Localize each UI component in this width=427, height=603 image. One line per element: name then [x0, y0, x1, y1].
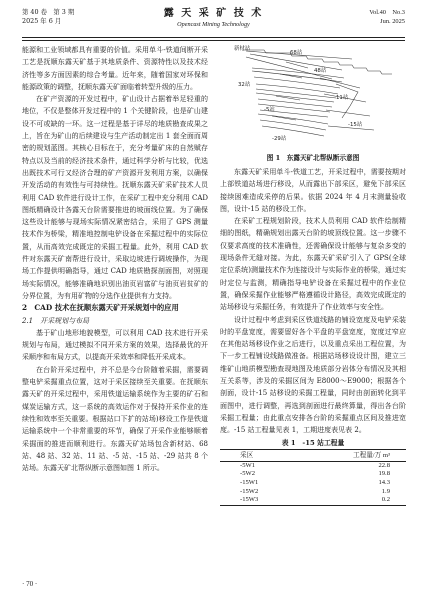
table-row — [220, 488, 406, 497]
table-row — [220, 461, 406, 470]
table-cell: -15W3 — [220, 496, 299, 505]
page-number: · 70 · — [22, 580, 38, 588]
table-cell: -15W1 — [240, 479, 259, 487]
volume-issue-cn: 第 40 卷 第 3 期 — [22, 8, 75, 16]
date-en: Jun. 2025 — [380, 18, 405, 25]
page-header — [22, 8, 405, 38]
journal-title-cn: 露 天 采 矿 技 术 — [163, 8, 264, 19]
table-cell: -15W2 — [240, 487, 259, 495]
table-row — [220, 496, 406, 505]
table-header-cell: 采区 — [220, 449, 299, 461]
quantity-table — [220, 449, 406, 506]
table-cell: -5W1 — [240, 461, 256, 469]
figure-1 — [232, 44, 398, 148]
table-row — [220, 479, 406, 488]
station-label: 48站 — [314, 68, 327, 74]
paragraph: 基于矿山地形地貌模型，可以利用 CAD 技术进行开采规划与布局，通过模拟不同开采方案的效果，选择最优的开采顺序和布局方式，以提高开采效率和降低开采成本。 — [22, 328, 208, 362]
north-wall-section-diagram — [232, 44, 398, 148]
volume-issue-en: Vol.40 No.3 — [369, 9, 405, 16]
paragraph: 设计过程中考虑到采区铁道线路的铺设宽度及电铲采装时的平盘宽度，需要留好各个平盘的平盘宽度，宽度过窄应在其他站场移设作业之后进行，以及重点采出工程位置，为下一步工程铺设线路做准备。根据站场移设设计图，建立三维矿山地质模型勘查现地图及地质部分岩体分布情况及其相互关系等，涉及的采掘区间为 E8000～E9000；根据各个剖面，设计-15 站移设的采掘工程量，同时由剖面转化到平面图中，进行调整，再选到剖面进行最终算量，得出各台阶采掘工程量；由此重点安排各台阶的采掘重点区间及推进宽度。-15 站工程量见表 1，工期进度表见表 2。 — [220, 315, 406, 435]
paragraph: 在台阶开采过程中，并不总是今台阶随着采掘，需要调整电铲采掘重点位置，这对于采区接续至关重要。在抚顺东露天矿的开采过程中，采用铁道运输系统作为主要的矿石和煤炭运输方式，这一系统的高效运作对于保持开采作业的连续性和效率至关重要。根据站口下扩的站场)移设工作是铁道运输系统中一个非常重要的环节，确保了开采作业能够顺着采掘面的推进而顺利进行。东露天矿站场包含新材站、68 站、48 站、32 站、11 站、-5 站、-15 站、-29 站共 8 个站场。东露天矿北帮纵断示意图如图 1 所示。 — [22, 365, 208, 473]
paragraph: 在采矿工程规划阶段，技术人员利用 CAD 软件绘制精细的图纸，精确规划出露天台阶的坡顶线位置。这一步骤不仅要求高度的技术准确性，还需确保设计能够与复杂多变的现场条件无缝对接。为此，东露天矿采矿引入了 GPS(全球定位系统)测量技术作为连接设计与实际作业的桥梁，通过实时定位与监测，精确指导电铲设备在采掘过程中的作业位置，确保采掘作业能够严格遵循设计路径，高效完成既定的站场移设与采掘任务，有效提升了作业效率与安全性。 — [220, 217, 406, 312]
table-cell: 0.2 — [299, 496, 406, 505]
station-label: -15站 — [348, 122, 363, 128]
station-label: -5站 — [264, 107, 275, 113]
station-label: 68站 — [290, 50, 303, 56]
paragraph: 能源和工业领域都具有重要的价值。采用单斗-铁道间断开采工艺是抚顺东露天矿基于其地质条件、资源特性以及技术经济性等多方面因素的综合考量。近年来，随着国家对环保和能源政策的调整，抚顺东露天矿面临着转型升级的压力。 — [22, 46, 208, 91]
table-cell: 14.3 — [378, 479, 390, 487]
figure-caption: 图 1 东露天矿北帮纵断示意图 — [266, 154, 360, 162]
station-label: 新材站 — [234, 46, 251, 52]
header-rule-thin — [22, 40, 405, 41]
paragraph: 东露天矿采用单斗-铁道工艺，开采过程中，需要按期对上部铁道站场进行移设，从而露出下部采区，避免下部采区接续困难造成采停的后果。依据 2024 年 4 月末测量验收图，设计-15 站的移设工作。 — [220, 168, 406, 213]
paragraph: 在矿产资源的开发过程中，矿山设计占据着举足轻重的地位，不仅是整体开发过程中的 1 个关键阶段，也是矿山建设不可或缺的一环。这一过程是基于详尽的地质勘查成果之上，旨在为矿山的后续建设与生产活动制定出 1 套全面而周密的规划蓝图。其核心目标在于，充分考量矿床的自然赋存特点以及当前的经济技术条件，通过科学分析与比较，优选出既技术可行又经济合理的矿产资源开发利用方案，以确保开发活动的有效性与可持续性。抚顺东露天矿采矿技术人员利用 CAD 软件进行设计工作，在采矿工程中充分利用 CAD 图纸精确设计各露天台阶需要推进的坡面线位置。为了确保这些设计能够与现场实际情况紧密结合，采用了 GPS 测量技术作为桥梁，精准地控制电铲设备在采掘过程中的实际位置，从而高效完成既定的采掘工程量。此外，利用 CAD 软件对东露天矿南帮进行设计，采取边坡进行调坡操作，为现场工作提供明确指导，通过 CAD 地质勘探剖面图，对照现场实际情况，能够准确地识别出油页岩富矿与油页岩贫矿的分界位置，为有用矿物的分选作业提供有力支持。 — [22, 95, 208, 300]
station-label: 11站 — [336, 95, 349, 101]
station-label: -29站 — [272, 136, 287, 142]
journal-title-en: Opencast Mining Technology — [177, 21, 250, 28]
header-center — [22, 8, 405, 29]
table-cell: 1.9 — [381, 487, 390, 495]
table-header-row — [220, 449, 406, 461]
table-cell: 22.8 — [378, 461, 390, 469]
table-cell: 19.8 — [378, 470, 390, 478]
station-label: 32站 — [238, 82, 251, 88]
table-header-cell: 工程量/万 m³ — [299, 449, 406, 461]
left-column — [22, 44, 208, 474]
section-heading: 2 CAD 技术在抚顺东露天矿开采规划中的应用 — [22, 303, 179, 313]
header-rule — [22, 37, 405, 38]
date-cn: 2025 年 6 月 — [22, 17, 62, 25]
subsection-heading: 2.1 开采规划与布局 — [22, 316, 90, 325]
table-row — [220, 470, 406, 479]
table-caption: 表 1 -15 站工程量 — [281, 438, 345, 447]
table-cell: -5W2 — [240, 470, 256, 478]
header-right — [369, 8, 405, 26]
right-column — [220, 166, 406, 506]
